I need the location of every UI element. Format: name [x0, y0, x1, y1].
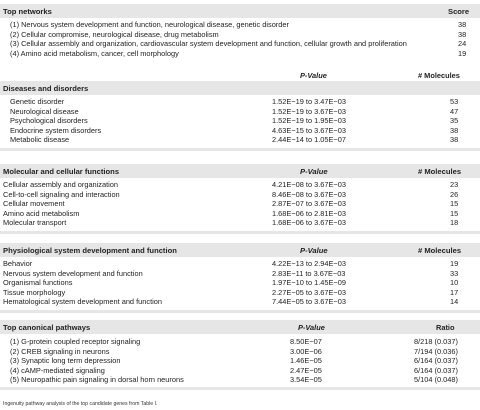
pvalue-header: P-Value [298, 323, 325, 332]
pathway-ratio: 8/218 (0.037) [414, 337, 458, 346]
pvalue-header: P-Value [300, 246, 328, 255]
molecules-header: # Molecules [418, 246, 462, 255]
disease-molecules: 53 [450, 97, 459, 106]
network-name: (4) Amino acid metabolism, cancer, cell morphology [10, 48, 179, 58]
network-name: (3) Cellular assembly and organization, cardiovascular system development and function, cellular growth and proliferation [10, 39, 407, 48]
function-name: Tissue morphology [3, 287, 66, 297]
divider [0, 310, 480, 313]
function-pvalue: 2.83E−11 to 3.67E−03 [272, 268, 346, 278]
pvalue-header: P-Value [300, 167, 328, 176]
table-row [0, 366, 480, 376]
table-row [0, 347, 480, 357]
table-row [0, 20, 480, 30]
pathway-name: (4) cAMP-mediated signaling [10, 365, 105, 375]
table-row [0, 209, 480, 219]
function-name: Cell-to-cell signaling and interaction [3, 189, 120, 199]
pathway-name: (2) CREB signaling in neurons [10, 346, 110, 356]
disease-pvalue: 4.63E−15 to 3.67E−03 [272, 125, 346, 135]
top-networks-header [0, 4, 480, 18]
function-molecules: 14 [450, 297, 459, 306]
physiological-section [0, 243, 480, 313]
canonical-title: Top canonical pathways [3, 323, 91, 332]
pathway-pvalue: 2.47E−05 [290, 365, 322, 375]
function-molecules: 33 [450, 268, 459, 278]
molecular-header [0, 164, 480, 178]
table-row [0, 97, 480, 107]
score-header: Score [448, 7, 470, 16]
table-row [0, 356, 480, 366]
table-row [0, 135, 480, 145]
function-pvalue: 1.68E−06 to 2.81E−03 [272, 208, 346, 218]
function-name: Cellular movement [3, 199, 65, 208]
function-name: Amino acid metabolism [3, 208, 80, 218]
table-row [0, 218, 480, 228]
function-molecules: 17 [450, 287, 459, 297]
network-score: 19 [458, 48, 467, 58]
table-row [0, 337, 480, 347]
disease-name: Neurological disease [10, 106, 79, 116]
pathway-pvalue: 8.50E−07 [290, 337, 322, 346]
pathway-pvalue: 1.46E−05 [290, 356, 322, 365]
network-score: 24 [458, 39, 467, 48]
disease-name: Metabolic disease [10, 135, 70, 144]
function-pvalue: 2.87E−07 to 3.67E−03 [272, 199, 346, 208]
pathway-ratio: 6/164 (0.037) [414, 365, 458, 375]
pathway-pvalue: 3.00E−06 [290, 346, 322, 356]
top-networks-section [0, 4, 480, 58]
function-molecules: 10 [450, 278, 459, 287]
molecular-section [0, 164, 480, 234]
divider [0, 387, 480, 390]
table-row [0, 116, 480, 126]
pathway-name: (1) G-protein coupled receptor signaling [10, 337, 141, 346]
pathway-name: (5) Neuropathic pain signaling in dorsal horn neurons [10, 375, 184, 384]
diseases-section [0, 70, 480, 151]
diseases-column-headers [0, 70, 480, 81]
disease-molecules: 38 [450, 125, 459, 135]
function-name: Hematological system development and function [3, 297, 162, 306]
molecules-header: # Molecules [418, 167, 462, 176]
table-row [0, 269, 480, 279]
pathway-ratio: 7/194 (0.036) [414, 346, 458, 356]
function-pvalue: 1.68E−06 to 3.67E−03 [272, 218, 346, 227]
table-row [0, 259, 480, 269]
physiological-title: Physiological system development and function [3, 246, 177, 255]
table-row [0, 375, 480, 385]
function-name: Behavior [3, 259, 33, 268]
network-score: 38 [458, 20, 467, 29]
disease-molecules: 47 [450, 106, 459, 116]
function-pvalue: 7.44E−05 to 3.67E−03 [272, 297, 346, 306]
canonical-column-headers [0, 320, 480, 334]
function-molecules: 18 [450, 218, 459, 227]
table-row [0, 107, 480, 117]
function-molecules: 19 [450, 259, 459, 268]
disease-name: Endocrine system disorders [10, 125, 102, 135]
network-score: 38 [458, 29, 467, 39]
disease-pvalue: 1.52E−19 to 1.95E−03 [272, 116, 346, 125]
function-name: Nervous system development and function [3, 268, 143, 278]
function-molecules: 26 [450, 189, 459, 199]
function-molecules: 15 [450, 199, 459, 208]
table-row [0, 126, 480, 136]
divider [0, 148, 480, 151]
table-row [0, 297, 480, 307]
function-name: Organismal functions [3, 278, 73, 287]
function-pvalue: 2.27E−05 to 3.67E−03 [272, 287, 346, 297]
table-row [0, 199, 480, 209]
top-networks-title: Top networks [3, 7, 52, 16]
pvalue-header: P-Value [300, 71, 327, 80]
function-name: Molecular transport [3, 218, 67, 227]
function-molecules: 15 [450, 208, 459, 218]
table-row [0, 49, 480, 59]
molecular-title: Molecular and cellular functions [3, 167, 120, 176]
function-pvalue: 4.21E−08 to 3.67E−03 [272, 180, 346, 189]
table-row [0, 288, 480, 298]
divider [0, 231, 480, 234]
pathway-ratio: 6/164 (0.037) [414, 356, 458, 365]
disease-pvalue: 2.44E−14 to 1.05E−07 [272, 135, 346, 144]
ratio-header: Ratio [436, 323, 455, 332]
diseases-title: Diseases and disorders [3, 84, 89, 93]
disease-name: Genetic disorder [10, 97, 65, 106]
physiological-header [0, 243, 480, 257]
disease-pvalue: 1.52E−19 to 3.67E−03 [272, 106, 346, 116]
function-pvalue: 1.97E−10 to 1.45E−09 [272, 278, 346, 287]
table-footnote: Ingenuity pathway analysis of the top candidate genes from Table I. [3, 401, 158, 407]
function-molecules: 23 [450, 180, 459, 189]
table-row [0, 30, 480, 40]
function-pvalue: 8.46E−08 to 3.67E−03 [272, 189, 346, 199]
disease-name: Psychological disorders [10, 116, 88, 125]
table-row [0, 190, 480, 200]
table-row [0, 39, 480, 49]
canonical-section [0, 320, 480, 390]
disease-molecules: 35 [450, 116, 459, 125]
function-pvalue: 4.22E−13 to 2.94E−03 [272, 259, 346, 268]
network-name: (1) Nervous system development and function, neurological disease, genetic disorder [10, 20, 289, 29]
pathway-pvalue: 3.54E−05 [290, 375, 322, 384]
function-name: Cellular assembly and organization [3, 180, 119, 189]
table-row [0, 278, 480, 288]
molecules-header: # Molecules [418, 71, 460, 80]
disease-pvalue: 1.52E−19 to 3.47E−03 [272, 97, 346, 106]
diseases-header [0, 81, 480, 95]
pathway-name: (3) Synaptic long term depression [10, 356, 121, 365]
network-name: (2) Cellular compromise, neurological disease, drug metabolism [10, 29, 219, 39]
disease-molecules: 38 [450, 135, 459, 144]
pathway-ratio: 5/104 (0.048) [414, 375, 458, 384]
table-row [0, 180, 480, 190]
